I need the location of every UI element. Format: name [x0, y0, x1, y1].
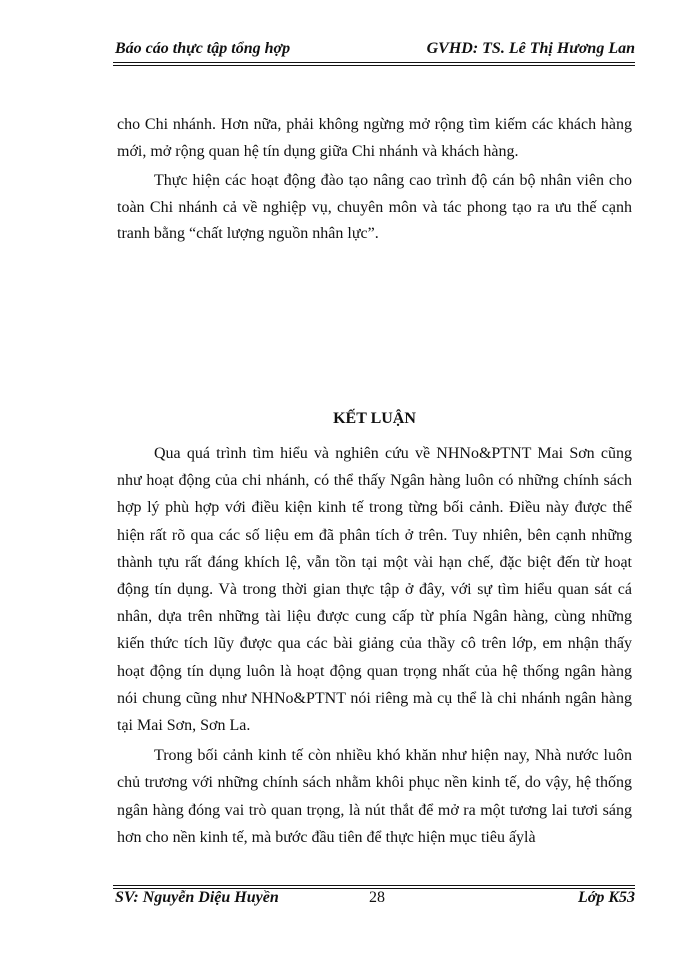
conclusion-heading: KẾT LUẬN [333, 410, 416, 427]
continuation-text [117, 112, 632, 248]
header-rule-top [113, 62, 635, 63]
footer-student-name: SV: Nguyễn Diệu Huyền [115, 889, 279, 906]
footer-rule-top [113, 885, 635, 886]
header-rule-bottom [113, 65, 635, 66]
paragraph: Thực hiện các hoạt động đào tạo nâng cao trình độ cán bộ nhân viên cho toàn Chi nhánh cả về nghiệp vụ, chuyên môn và tác phong tạo ra ưu thế cạnh tranh bằng “chất lượng nguồn nhân lực”. [117, 172, 632, 242]
page-number: 28 [369, 889, 385, 906]
conclusion-text [117, 440, 632, 851]
paragraph: cho Chi nhánh. Hơn nữa, phải không ngừng mở rộng tìm kiếm các khách hàng mới, mở rộng quan hệ tín dụng giữa Chi nhánh và khách hàng. [117, 116, 632, 160]
page-footer [113, 885, 635, 911]
header-report-title: Báo cáo thực tập tổng hợp [115, 40, 291, 57]
paragraph: Qua quá trình tìm hiểu và nghiên cứu về NHNo&PTNT Mai Sơn cũng như hoạt động của chi nhánh, có thể thấy Ngân hàng luôn có những chính sách hợp lý phù hợp với điều kiện kinh tế trong từng bối cảnh. Điều này được thể hiện rất rõ qua các số liệu em đã phân tích ở trên. Tuy nhiên, bên cạnh những thành tựu rất đáng khích lệ, vẫn tồn tại một vài hạn chế, đặc biệt đến từ hoạt động tín dụng. Và trong thời gian thực tập ở đây, với sự tìm hiểu quan sát cá nhân, dựa trên những tài liệu được cung cấp từ phía Ngân hàng, cùng những kiến thức tích lũy được qua các bài giảng của thầy cô trên lớp, em nhận thấy hoạt động tín dụng luôn là hoạt động quan trọng nhất của hệ thống ngân hàng nói chung cũng như NHNo&PTNT nói riêng mà cụ thể là chi nhánh ngân hàng tại Mai Sơn, Sơn La. [117, 445, 632, 735]
footer-class: Lớp K53 [577, 889, 635, 906]
page-header [113, 38, 635, 64]
header-supervisor: GVHD: TS. Lê Thị Hương Lan [426, 40, 635, 57]
paragraph: Trong bối cảnh kinh tế còn nhiều khó khăn như hiện nay, Nhà nước luôn chủ trương với những chính sách nhằm khôi phục nền kinh tế, do vậy, hệ thống ngân hàng đóng vai trò quan trọng, là nút thắt để mở ra một tương lai tươi sáng hơn cho nền kinh tế, mà bước đầu tiên để thực hiện mục tiêu ấylà [117, 747, 632, 846]
